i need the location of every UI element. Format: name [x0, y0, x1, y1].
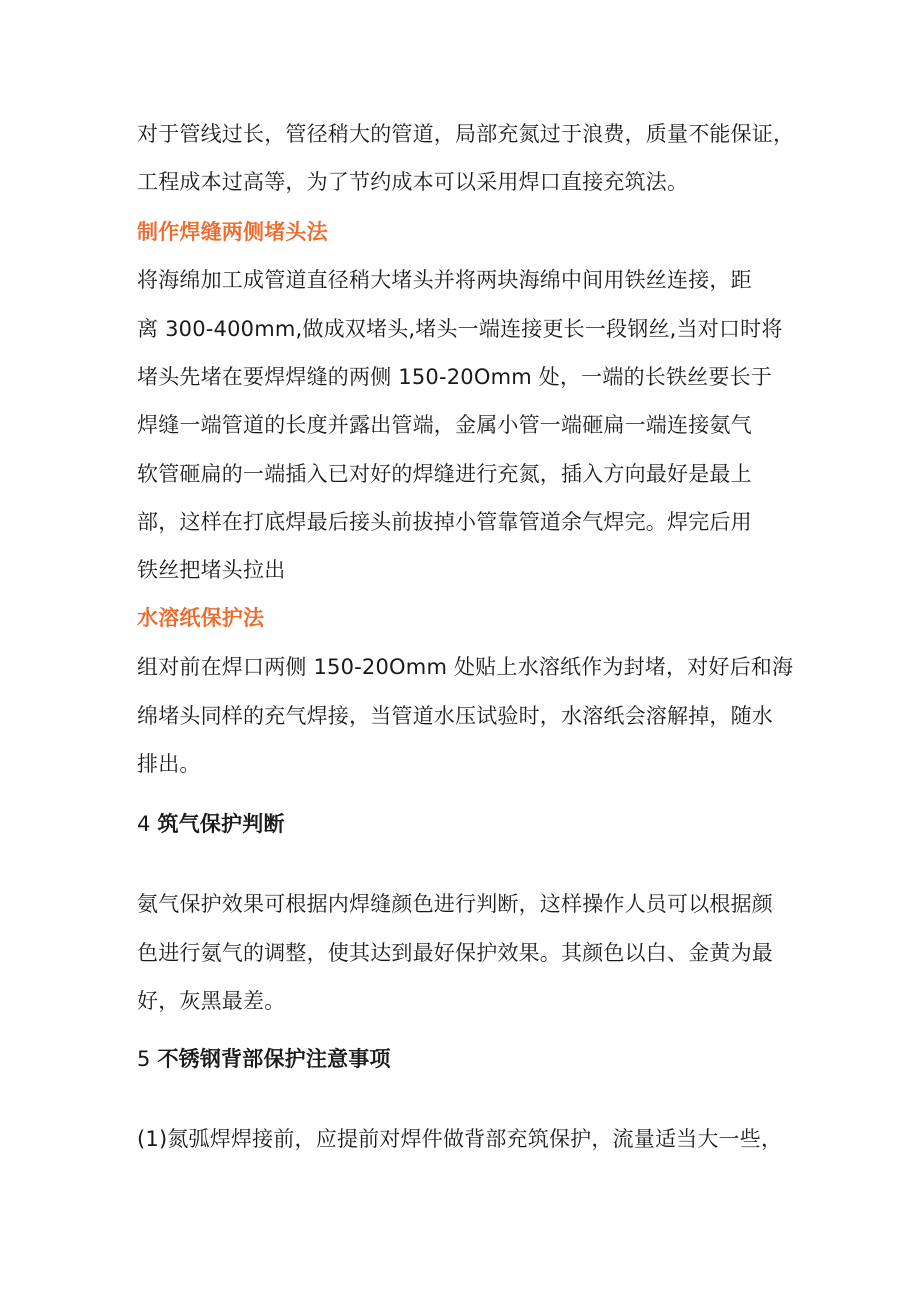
paper-method-heading: 水溶纸保护法: [137, 606, 265, 630]
paper-method-line-3: 排出。: [137, 752, 201, 776]
plug-method-line-6: 部，这样在打底焊最后接头前拔掉小管靠管道余气焊完。焊完后用: [137, 510, 752, 534]
section-4-title: 筑气保护判断: [157, 812, 285, 836]
section-4-line-2: 色进行氨气的调整，使其达到最好保护效果。其颜色以白、金黄为最: [137, 941, 773, 965]
paper-method-line-1: 组对前在焊口两侧 150-20Omm 处贴上水溶纸作为封堵，对好后和海: [137, 655, 794, 679]
plug-method-line-2: 离 300-400mm,做成双堵头,堵头一端连接更长一段钢丝,当对口时将: [137, 317, 783, 341]
plug-method-line-1: 将海绵加工成管道直径稍大堵头并将两块海绵中间用铁丝连接，距: [137, 268, 752, 292]
section-5-line-1: (1)氮弧焊焊接前，应提前对焊件做背部充筑保护，流量适当大一些，: [137, 1127, 783, 1151]
section-5-number: 5: [137, 1047, 151, 1071]
paper-method-line-2: 绵堵头同样的充气焊接，当管道水压试验时，水溶纸会溶解掉，随水: [137, 704, 773, 728]
plug-method-line-4: 焊缝一端管道的长度并露出管端，金属小管一端砸扁一端连接氨气: [137, 413, 752, 437]
section-5-title: 不锈钢背部保护注意事项: [157, 1047, 391, 1071]
intro-line-2: 工程成本过高等，为了节约成本可以采用焊口直接充筑法。: [137, 170, 689, 194]
section-5-heading: [137, 1045, 391, 1073]
plug-method-line-7: 铁丝把堵头拉出: [137, 558, 286, 582]
plug-method-heading: 制作焊缝两侧堵头法: [137, 220, 328, 244]
intro-line-1: 对于管线过长，管径稍大的管道，局部充氮过于浪费，质量不能保证，: [137, 122, 795, 146]
section-4-line-1: 氨气保护效果可根据内焊缝颜色进行判断，这样操作人员可以根据颜: [137, 892, 773, 916]
section-4-number: 4: [137, 812, 151, 836]
section-4-heading: [137, 810, 285, 838]
plug-method-line-3: 堵头先堵在要焊焊缝的两侧 150-20Omm 处，一端的长铁丝要长于: [137, 365, 772, 389]
section-4-line-3: 好，灰黑最差。: [137, 989, 286, 1013]
plug-method-line-5: 软管砸扁的一端插入已对好的焊缝进行充氮，插入方向最好是最上: [137, 462, 752, 486]
